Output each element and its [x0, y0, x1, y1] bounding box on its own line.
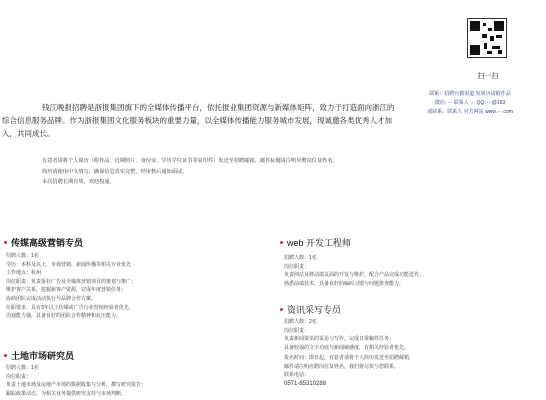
contact-line: 联系：招聘官微渠道 发简历请附作品	[429, 91, 511, 97]
job-line: 岗位职责：	[6, 373, 32, 380]
job-description-marketing	[6, 252, 272, 321]
note-line: 本次招聘长期有效，欢迎投递。	[42, 179, 115, 185]
job-title-text: 土地市场研究员	[11, 351, 75, 361]
intro-paragraph: 钱江晚报招聘是浙报集团旗下的全媒体传播平台，依托报业集团资源与新媒体矩阵，致力于打造面向浙江的综合信息服务品牌。作为浙报集团文化服务板块的重要力量，以全媒体传播能力服务城市发展，现诚邀各类优秀人才加入，共同成长。	[2, 103, 395, 138]
job-line: 具备较强的文字功底与新闻敏感度，有相关经验者优先。	[284, 344, 410, 351]
application-notes	[2, 156, 502, 188]
job-line: 岗位职责：	[284, 327, 310, 334]
bullet-icon	[280, 241, 283, 244]
job-line: 负责网站及移动端页面的开发与维护，配合产品完成功能迭代；	[284, 272, 425, 279]
job-line: 岗位职责：负责报社广告及全媒体营销项目的策划与推广；	[6, 278, 137, 285]
job-line: 学历：本科及以上，市场营销、新闻传播等相关专业优先	[6, 261, 132, 268]
job-title-land-research	[4, 349, 74, 362]
job-title-marketing	[4, 236, 83, 249]
job-line: 维护客户关系，挖掘新客户资源，完成年度营销任务；	[6, 287, 127, 294]
job-description-news-writer	[284, 318, 542, 352]
contact-block	[400, 90, 540, 117]
contact-line: 或联系：联系人 官方网站 www.···.com	[427, 109, 513, 115]
footer-line: 联系电话：	[284, 372, 310, 379]
job-description-land-research	[6, 364, 272, 398]
job-line: 岗位职责：	[284, 263, 310, 270]
bullet-icon	[280, 308, 283, 311]
job-line: 招聘人数：1名	[6, 253, 39, 259]
job-line: 招聘人数：1名	[6, 365, 39, 371]
job-title-text: 资讯采写专员	[287, 305, 342, 315]
job-line: 招聘人数：2名	[284, 319, 317, 325]
job-title-text: web 开发工程师	[287, 238, 352, 248]
job-title-news-writer	[280, 303, 341, 316]
job-line: 负责新闻资讯的采访与写作，完成日常稿件任务；	[284, 336, 395, 343]
job-title-text: 传媒高级营销专员	[11, 238, 84, 248]
job-title-web-dev	[280, 236, 351, 249]
job-line: 任职要求：具有3年以上传媒或广告行业营销经验者优先，	[6, 304, 134, 311]
footer-phone: 0571-85310288	[284, 380, 327, 387]
footer-line: 报名时间：即日起，有意者请将个人简历发送至招聘邮箱，	[284, 355, 415, 361]
job-description-web-dev	[284, 254, 542, 288]
job-line: 负责土地市场及房地产市场的数据收集与分析，撰写研究报告；	[6, 382, 147, 389]
footer-notes	[284, 354, 542, 388]
footer-line: 邮件请注明应聘岗位及姓名，我们将尽快与您联系。	[284, 363, 400, 370]
qr-label: 扫一扫	[477, 73, 499, 80]
bullet-icon	[4, 354, 7, 357]
note-line: 简历请使用中文填写，确保信息真实完整，经审核后通知面试。	[42, 168, 188, 175]
job-line: 沟通能力强，具备良好的团队合作精神和抗压能力。	[6, 313, 122, 320]
job-line: 跟踪政策动态，为相关业务提供研究支持与市场判断。	[6, 390, 127, 397]
job-line: 协助团队完成活动执行与品牌合作方案。	[6, 295, 97, 302]
qr-code	[467, 18, 507, 58]
job-line: 招聘人数：1名	[284, 255, 317, 261]
job-line: 工作地点：杭州	[6, 270, 42, 277]
contact-line: 微信：··· 联系人 ··· QQ：···@163	[434, 100, 506, 106]
note-line: 有意者请将个人简历（附作品、近期照片、身份证、学历学位证书等复印件）发送至招聘邮箱，邮件标题请注明应聘岗位及姓名。	[42, 158, 338, 164]
job-line: 熟悉前端技术，具备良好的编码习惯与问题排查能力。	[284, 280, 405, 287]
bullet-icon	[4, 241, 7, 244]
